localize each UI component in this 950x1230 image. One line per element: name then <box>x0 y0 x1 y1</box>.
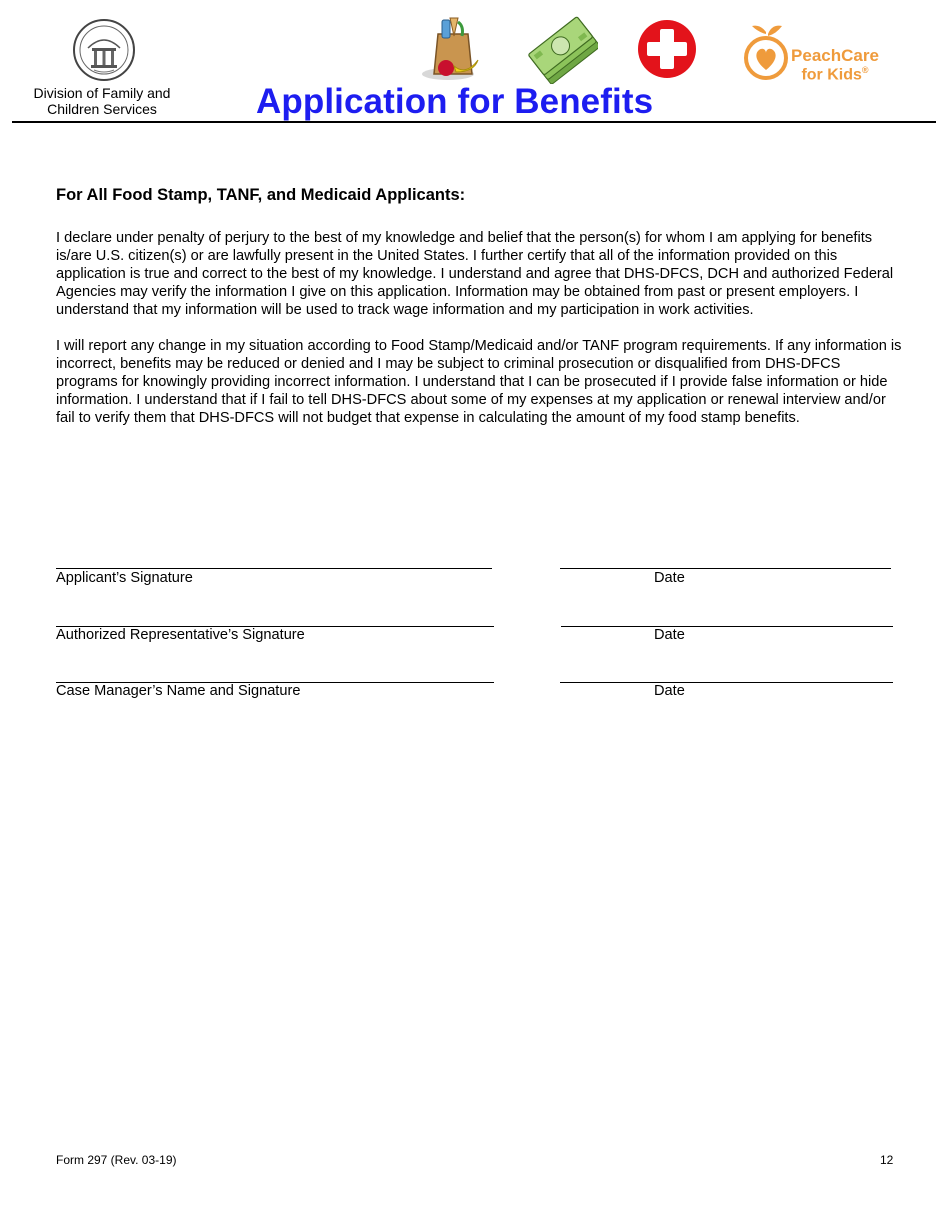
form-number: Form 297 (Rev. 03-19) <box>56 1153 177 1167</box>
reporting-paragraph: I will report any change in my situation according to Food Stamp/Medicaid and/or TANF program requirements. If any information is incorrect, benefits may be reduced or denied and I may be subject to criminal prosecution or disqualified from DHS-DFCS programs for knowingly providing incorrect information. I understand that I can be prosecuted if I provide false information or hide information. I understand that if I fail to tell DHS-DFCS about some of my expenses at my application or renewal interview and/or fail to verify them that DHS-DFCS will not budget that expense in calculating the amount of my food stamp benefits. <box>56 338 902 426</box>
representative-date-label: Date <box>654 627 685 643</box>
state-seal-icon <box>72 18 136 82</box>
applicant-signature-label: Applicant’s Signature <box>56 570 193 586</box>
applicant-date-line[interactable] <box>560 568 891 569</box>
money-stack-icon <box>528 14 598 84</box>
applicant-date-label: Date <box>654 570 685 586</box>
representative-date-line[interactable] <box>561 626 893 627</box>
declaration-paragraph: I declare under penalty of perjury to the best of my knowledge and belief that the person(s) for whom I am applying for benefits is/are U.S. citizen(s) or are lawfully present in the United States. I further certify that all of the information provided on this application is true and correct to the best of my knowledge. I understand and agree that DHS-DFCS, DCH and authorized Federal Agencies may verify the information I give on this application. Information may be obtained from past or present employers. I understand that my information will be used to track wage information and my participation in work activities. <box>56 230 894 318</box>
header-rule <box>12 121 936 123</box>
agency-line-2: Children Services <box>47 101 157 117</box>
case-manager-signature-label: Case Manager’s Name and Signature <box>56 683 301 699</box>
medical-cross-icon <box>636 18 698 80</box>
peachcare-wordmark-line-1: PeachCare <box>791 46 879 65</box>
grocery-bag-icon <box>418 12 490 84</box>
applicant-signature-line[interactable] <box>56 568 492 569</box>
page-title: Application for Benefits <box>256 82 654 121</box>
representative-signature-label: Authorized Representative’s Signature <box>56 627 305 643</box>
section-heading: For All Food Stamp, TANF, and Medicaid Applicants: <box>56 186 466 204</box>
agency-name <box>20 85 184 117</box>
case-manager-date-line[interactable] <box>560 682 893 683</box>
registered-mark: ® <box>861 65 869 75</box>
page-number: 12 <box>880 1153 894 1167</box>
case-manager-date-label: Date <box>654 683 685 699</box>
peachcare-wordmark <box>790 48 880 82</box>
peachcare-wordmark-line-2: for Kids® <box>801 65 869 84</box>
agency-line-1: Division of Family and <box>33 85 171 101</box>
